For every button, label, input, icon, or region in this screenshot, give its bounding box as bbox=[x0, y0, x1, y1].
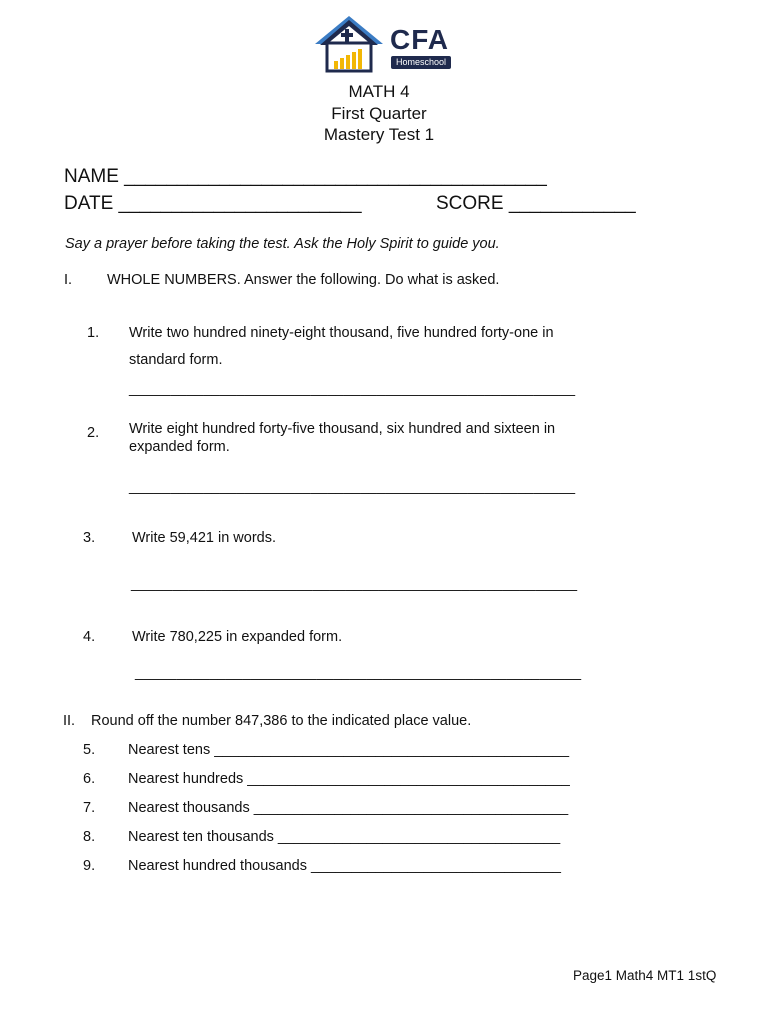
question-1-text: Write two hundred ninety-eight thousand, five hundred forty-one in standard form. bbox=[129, 325, 554, 368]
question-7-text: Nearest thousands _______________________________________ bbox=[128, 800, 569, 816]
question-8-number: 8. bbox=[83, 829, 96, 845]
logo-brand-text: CFA bbox=[390, 24, 449, 55]
prayer-instruction: Say a prayer before taking the test. Ask the Holy Spirit to guide you. bbox=[65, 236, 500, 252]
logo-subtitle: Homeschool bbox=[391, 56, 451, 69]
section-1-numeral: I. bbox=[64, 272, 73, 288]
question-5-number: 5. bbox=[83, 742, 96, 758]
date-field: DATE _______________________ bbox=[64, 193, 362, 214]
question-2-number: 2. bbox=[87, 425, 100, 441]
question-1-answer-line: ______________________________________________________ bbox=[129, 381, 576, 397]
question-3-answer-line: ______________________________________________________ bbox=[131, 576, 578, 592]
section-1-heading: WHOLE NUMBERS. Answer the following. Do what is asked. bbox=[107, 272, 500, 288]
question-8-text: Nearest ten thousands ___________________________________ bbox=[128, 829, 561, 845]
question-3-number: 3. bbox=[83, 530, 96, 546]
section-2-numeral: II. bbox=[63, 713, 76, 729]
name-field: NAME ________________________________________ bbox=[64, 166, 547, 187]
question-9-text: Nearest hundred thousands _______________________________ bbox=[128, 858, 561, 874]
question-2-answer-line: ______________________________________________________ bbox=[129, 479, 576, 495]
question-3-text: Write 59,421 in words. bbox=[132, 530, 276, 546]
question-2-text: Write eight hundred forty-five thousand, six hundred and sixteen in expanded form. bbox=[129, 421, 556, 455]
question-4-number: 4. bbox=[83, 629, 96, 645]
question-4-text: Write 780,225 in expanded form. bbox=[132, 629, 343, 645]
question-6-text: Nearest hundreds ________________________________________ bbox=[128, 771, 570, 787]
test-quarter: First Quarter bbox=[331, 104, 427, 123]
question-7-number: 7. bbox=[83, 800, 96, 816]
question-4-answer-line: ______________________________________________________ bbox=[135, 665, 582, 681]
question-5-text: Nearest tens ____________________________________________ bbox=[128, 742, 570, 758]
test-title: Mastery Test 1 bbox=[323, 125, 435, 144]
score-field: SCORE ____________ bbox=[436, 193, 636, 214]
question-1-number: 1. bbox=[87, 325, 100, 341]
question-6-number: 6. bbox=[83, 771, 96, 787]
page-footer: Page1 Math4 MT1 1stQ bbox=[573, 968, 717, 983]
section-2-heading: Round off the number 847,386 to the indicated place value. bbox=[91, 713, 472, 729]
question-9-number: 9. bbox=[83, 858, 96, 874]
house-cross-icon bbox=[312, 12, 386, 74]
test-subject: MATH 4 bbox=[348, 82, 410, 101]
cfa-logo bbox=[312, 12, 454, 74]
